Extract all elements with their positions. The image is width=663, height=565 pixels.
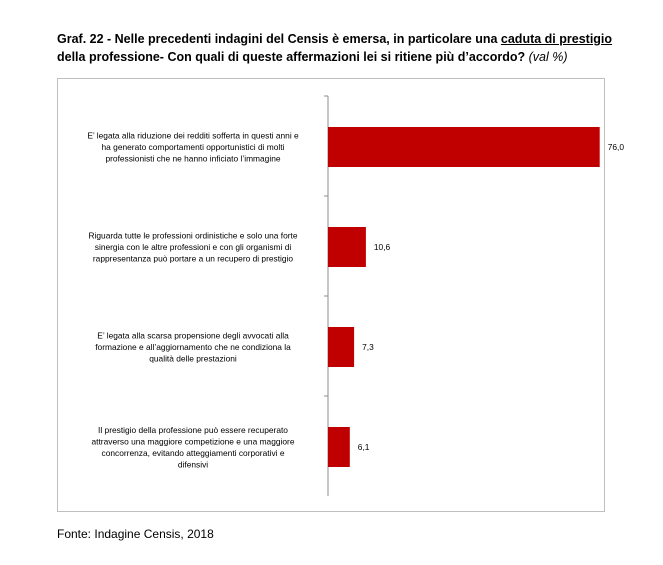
- category-label-line: E’ legata alla riduzione dei redditi sofferta in questi anni e: [87, 130, 299, 141]
- title-unit: (val %): [528, 50, 568, 64]
- title-emphasis: caduta di prestigio: [500, 32, 613, 46]
- value-label-2: 10,6: [373, 242, 391, 252]
- title-line2: della professione- Con quali di queste affermazioni lei si ritiene più d’accordo?: [57, 50, 529, 64]
- bar-4: [328, 427, 350, 467]
- category-label-4: [92, 425, 295, 470]
- category-label-2: [88, 231, 297, 264]
- bar-2: [328, 227, 366, 267]
- category-label-line: qualità delle prestazioni: [149, 353, 237, 364]
- value-label-1: 76,0: [607, 142, 625, 152]
- category-label-line: rappresentanza può portare a un recupero di prestigio: [92, 253, 294, 264]
- category-label-1: [87, 131, 299, 164]
- value-label-4: 6,1: [357, 442, 370, 452]
- title-prefix: Graf. 22 - Nelle precedenti indagini del Censis è emersa, in particolare una: [57, 32, 501, 46]
- category-label-line: formazione e all’aggiornamento che ne condiziona la: [95, 342, 291, 352]
- category-label-line: attraverso una maggiore competizione e una maggiore: [91, 436, 295, 447]
- category-label-line: sinergia con le altre professioni e con gli organismi di: [94, 242, 292, 252]
- value-label-3: 7,3: [362, 342, 374, 352]
- bar-1: [328, 127, 600, 167]
- bar-3: [328, 327, 354, 367]
- category-label-line: ha generato comportamenti opportunistici di molti: [101, 142, 285, 152]
- source-note: Fonte: Indagine Censis, 2018: [57, 527, 214, 541]
- category-label-line: concorrenza, evitando atteggiamenti corporativi e: [101, 447, 285, 458]
- category-label-line: Riguarda tutte le professioni ordinistiche e solo una forte: [88, 230, 298, 241]
- category-label-line: Il prestigio della professione può essere recuperato: [98, 424, 288, 435]
- category-label-line: E’ legata alla scarsa propensione degli avvocati alla: [97, 330, 289, 341]
- category-label-3: [95, 331, 291, 364]
- category-label-line: professionisti che ne hanno inficiato l’immagine: [105, 153, 281, 164]
- category-label-line: difensivi: [177, 459, 209, 470]
